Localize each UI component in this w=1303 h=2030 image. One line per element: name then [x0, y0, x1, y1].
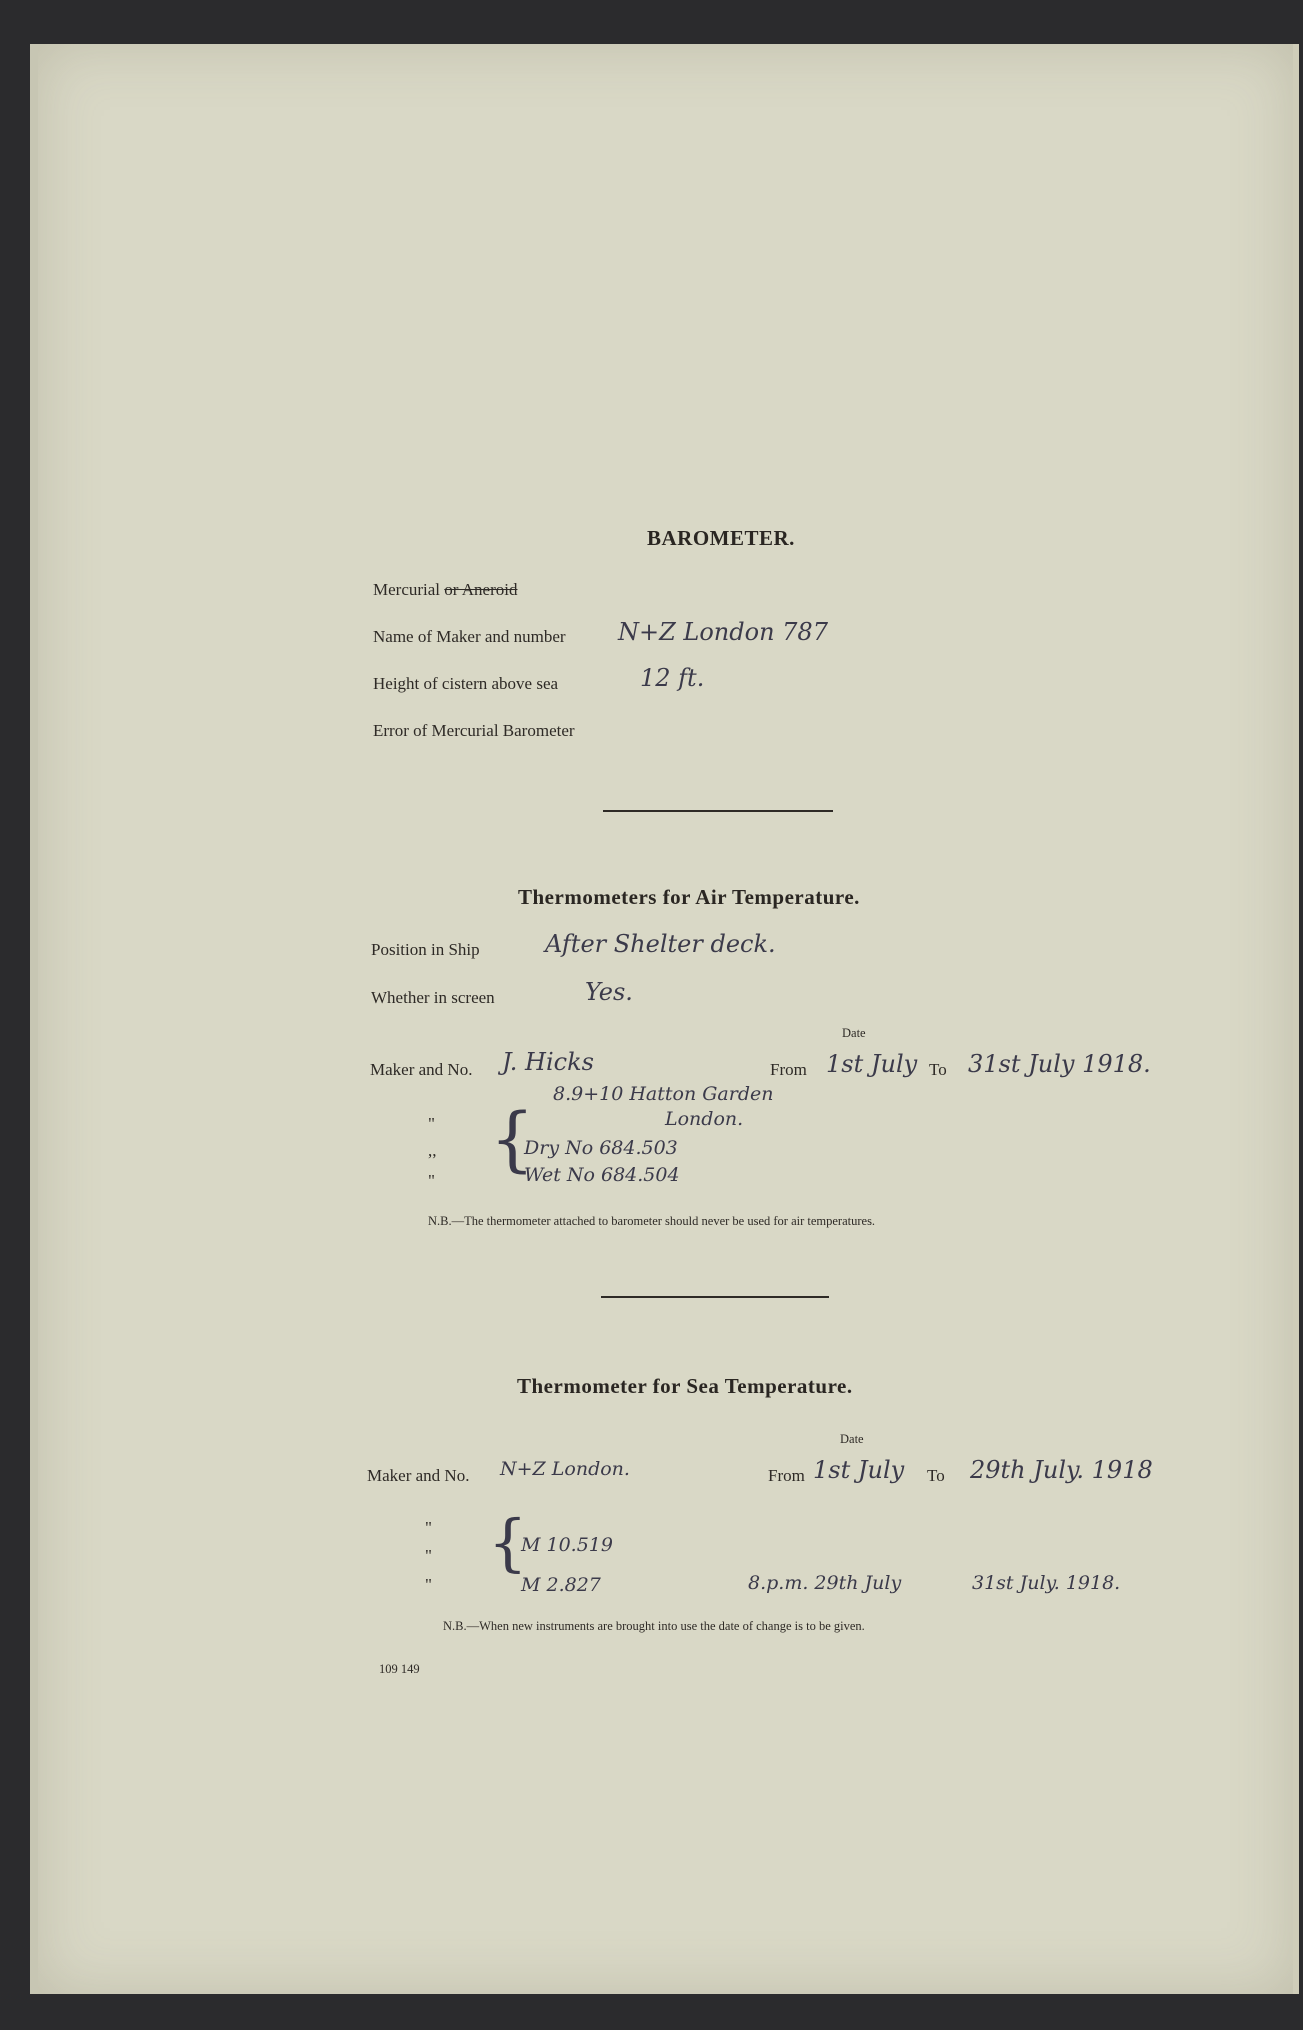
barometer-error-label: Error of Mercurial Barometer	[373, 721, 575, 740]
air-date-label: Date	[842, 1026, 866, 1040]
wet-bulb-value: Wet No 684.504	[524, 1164, 680, 1186]
ditto-mark: "	[425, 1518, 432, 1537]
sea-to-value: 29th July. 1918	[970, 1456, 1153, 1484]
sea-date-label: Date	[840, 1432, 864, 1446]
sea-item1: M 10.519	[521, 1534, 613, 1556]
cistern-height-label: Height of cistern above sea	[373, 674, 559, 693]
air-maker-label: Maker and No.	[370, 1060, 473, 1079]
barometer-maker-value: N+Z London 787	[618, 618, 828, 646]
ditto-mark: "	[425, 1575, 432, 1594]
barometer-maker-label: Name of Maker and number	[373, 627, 566, 646]
sea-from-value: 1st July	[813, 1456, 905, 1484]
position-value: After Shelter deck.	[545, 930, 776, 958]
air-maker-value: J. Hicks	[502, 1048, 594, 1076]
sea-maker-value: N+Z London.	[500, 1458, 630, 1480]
air-to-value: 31st July 1918.	[968, 1050, 1151, 1078]
sea-item2-to: 31st July. 1918.	[972, 1572, 1121, 1594]
sea-maker-label: Maker and No.	[367, 1466, 470, 1485]
barometer-heading: BAROMETER.	[647, 526, 795, 550]
section-divider	[603, 810, 833, 812]
barometer-type-label: Mercurial	[373, 580, 441, 599]
screen-value: Yes.	[585, 978, 633, 1006]
screen-label: Whether in screen	[371, 988, 495, 1007]
ditto-mark: ,,	[428, 1141, 437, 1160]
air-from-label: From	[770, 1060, 807, 1079]
maker-address-line2: London.	[665, 1108, 744, 1130]
position-label: Position in Ship	[371, 940, 480, 959]
sea-thermometer-heading: Thermometer for Sea Temperature.	[517, 1374, 853, 1398]
sea-item2: M 2.827	[521, 1574, 601, 1596]
barometer-type	[373, 580, 517, 600]
section-divider	[601, 1296, 829, 1298]
footer-code: 109 149	[379, 1662, 420, 1676]
air-note: N.B.—The thermometer attached to barometer should never be used for air temperatures.	[428, 1214, 876, 1228]
air-to-label: To	[929, 1060, 947, 1079]
sea-to-label: To	[927, 1466, 945, 1485]
dry-bulb-value: Dry No 684.503	[524, 1137, 678, 1159]
ditto-mark: "	[428, 1114, 435, 1133]
brace: {	[488, 1506, 528, 1579]
sea-item2-from: 8.p.m. 29th July	[748, 1572, 902, 1594]
ditto-mark: "	[428, 1171, 435, 1190]
air-from-value: 1st July	[826, 1050, 918, 1078]
sea-note: N.B.—When new instruments are brought into use the date of change is to be given.	[443, 1619, 865, 1633]
maker-address-line1: 8.9+10 Hatton Garden	[553, 1083, 774, 1105]
brace: {	[490, 1098, 535, 1180]
sea-from-label: From	[768, 1466, 805, 1485]
cistern-height-value: 12 ft.	[640, 664, 705, 692]
ditto-mark: "	[425, 1546, 432, 1565]
barometer-type-struck: or Aneroid	[444, 580, 518, 599]
air-thermometers-heading: Thermometers for Air Temperature.	[518, 885, 860, 909]
document-page	[38, 44, 1299, 1994]
